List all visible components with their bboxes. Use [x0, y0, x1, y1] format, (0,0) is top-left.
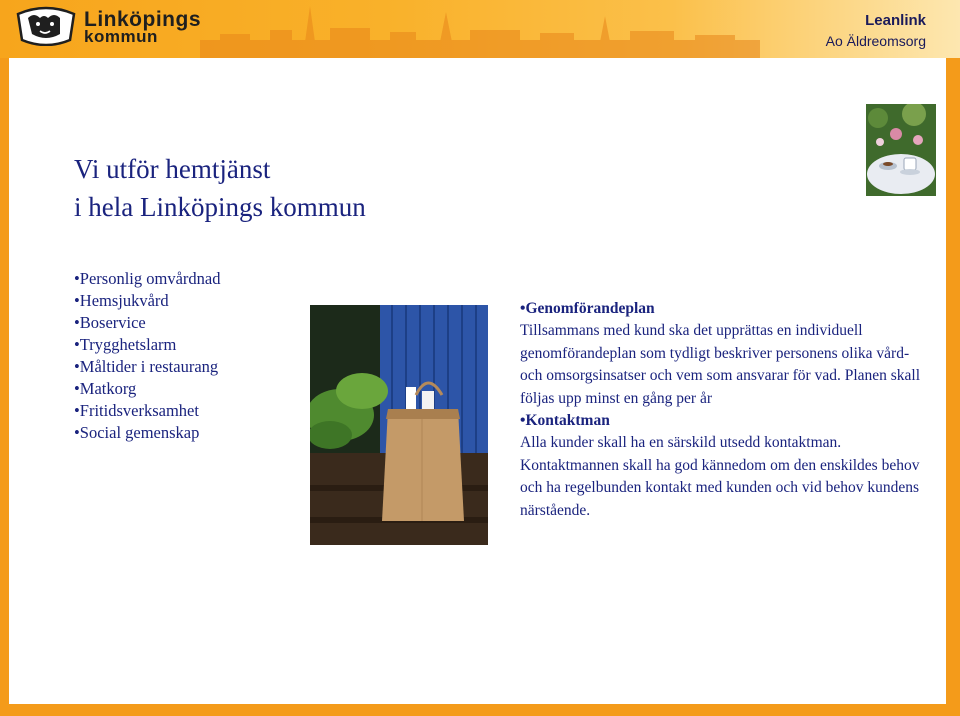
service-item: • Social gemenskap [74, 422, 220, 444]
org-name: Leanlink [865, 12, 926, 29]
grocery-bag-photo [310, 305, 488, 545]
title-line-2: i hela Linköpings kommun [74, 192, 366, 222]
brand-name-line2: kommun [84, 27, 158, 46]
brand-name-line1: Linköpings [84, 8, 201, 31]
header-banner [0, 0, 960, 58]
page-title [74, 150, 366, 226]
coffee-table-photo [866, 104, 936, 196]
service-item: • Fritidsverksamhet [74, 400, 220, 422]
service-item: • Måltider i restaurang [74, 356, 220, 378]
service-item: • Boservice [74, 312, 220, 334]
org-subtitle: Ao Äldreomsorg [825, 33, 926, 49]
kontaktman-heading: • Kontaktman [520, 410, 932, 432]
kontaktman-text: Alla kunder skall ha en särskild utsedd kontaktman. Kontaktmannen skall ha god kännedom om den enskildes behov och ha regelbunden kontakt med kunden och vid behov kundens närstående. [520, 434, 920, 519]
linkoping-lion-logo-icon [14, 4, 78, 46]
city-skyline-graphic [200, 0, 760, 58]
genomforandeplan-text: Tillsammans med kund ska det upprättas en individuell genomförandeplan som tydligt beskriver personens olika vård- och omsorgsinsatser och vem som ansvarar för vad. Planen skall följas upp minst en gång per år [520, 322, 921, 407]
title-line-1: Vi utför hemtjänst [74, 154, 271, 184]
service-item: • Personlig omvårdnad [74, 268, 220, 290]
services-list [74, 268, 220, 444]
service-item: • Trygghetslarm [74, 334, 220, 356]
service-item: • Matkorg [74, 378, 220, 400]
service-item: • Hemsjukvård [74, 290, 220, 312]
info-panel [520, 298, 932, 522]
genomforandeplan-heading: • Genomförandeplan [520, 298, 932, 320]
